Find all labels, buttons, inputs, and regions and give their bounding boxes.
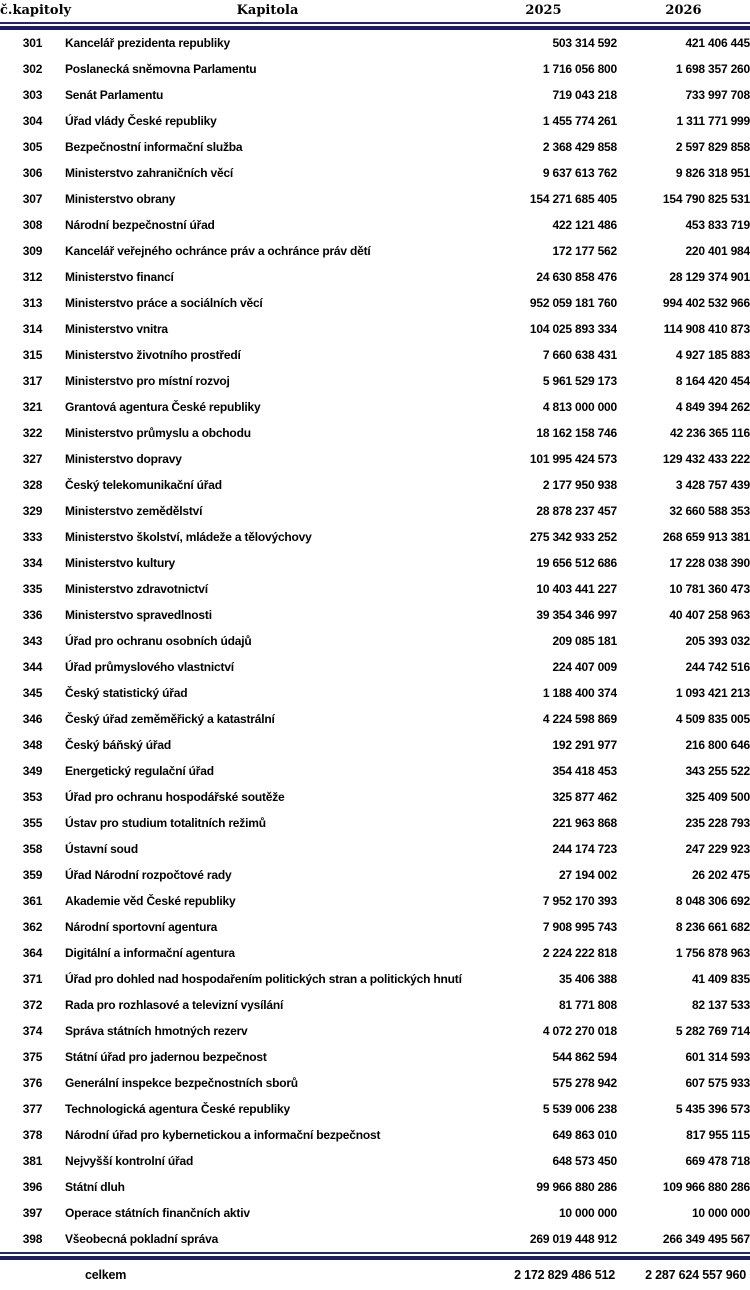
value-2026-cell: 453 833 719 [685, 218, 750, 232]
value-2025-cell: 27 194 002 [558, 868, 617, 882]
chapter-name-cell: Poslanecká sněmovna Parlamentu [65, 62, 257, 76]
table-row [0, 394, 750, 420]
value-2026-cell: 10 781 360 473 [669, 582, 750, 596]
value-2025-cell: 209 085 181 [552, 634, 617, 648]
table-row [0, 28, 750, 56]
chapter-number-cell: 302 [22, 62, 43, 76]
table-row [0, 108, 750, 134]
table-row [0, 56, 750, 82]
table-row [0, 1122, 750, 1148]
value-2026-cell: 669 478 718 [685, 1154, 750, 1168]
value-2026-cell: 343 255 522 [685, 764, 750, 778]
chapter-name-cell: Ministerstvo financí [65, 270, 174, 284]
value-2026-cell: 5 435 396 573 [675, 1102, 750, 1116]
chapter-name-cell: Ministerstvo zahraničních věcí [65, 166, 234, 180]
chapter-number-cell: 313 [22, 296, 43, 310]
table-row [0, 524, 750, 550]
value-2025-cell: 503 314 592 [552, 36, 617, 50]
value-2025-cell: 5 961 529 173 [542, 374, 617, 388]
value-2026-cell: 4 927 185 883 [675, 348, 750, 362]
value-2025-cell: 7 952 170 393 [542, 894, 617, 908]
chapter-name-cell: Úřad pro ochranu osobních údajů [65, 634, 252, 648]
chapter-number-cell: 317 [22, 374, 43, 388]
value-2026-cell: 10 000 000 [691, 1206, 750, 1220]
table-row [0, 134, 750, 160]
table-row [0, 836, 750, 862]
table-row [0, 628, 750, 654]
chapter-number-cell: 375 [22, 1050, 43, 1064]
value-2025-cell: 5 539 006 238 [542, 1102, 617, 1116]
table-row [0, 732, 750, 758]
value-2026-cell: 601 314 593 [685, 1050, 750, 1064]
table-row [0, 992, 750, 1018]
chapter-name-cell: Ministerstvo vnitra [65, 322, 168, 336]
table-row [0, 264, 750, 290]
table-row [0, 1070, 750, 1096]
chapter-name-cell: Úřad pro ochranu hospodářské soutěže [65, 790, 285, 804]
chapter-number-cell: 333 [22, 530, 43, 544]
value-2025-cell: 952 059 181 760 [529, 296, 617, 310]
chapter-name-cell: Český statistický úřad [65, 686, 188, 700]
table-row [0, 290, 750, 316]
chapter-name-cell: Státní dluh [65, 1180, 125, 1194]
chapter-number-cell: 312 [22, 270, 43, 284]
header-year-2025: 2025 [525, 3, 562, 18]
value-2026-cell: 32 660 588 353 [669, 504, 750, 518]
value-2026-cell: 4 849 394 262 [675, 400, 750, 414]
table-row [0, 316, 750, 342]
table-row [0, 342, 750, 368]
header-year-2026: 2026 [665, 3, 702, 18]
value-2025-cell: 2 177 950 938 [542, 478, 617, 492]
value-2026-cell: 2 597 829 858 [675, 140, 750, 154]
table-row [0, 914, 750, 940]
chapter-name-cell: Ministerstvo kultury [65, 556, 176, 570]
total-label: celkem [85, 1268, 127, 1282]
value-2026-cell: 42 236 365 116 [670, 426, 750, 440]
chapter-number-cell: 397 [22, 1206, 43, 1220]
value-2025-cell: 1 188 400 374 [542, 686, 617, 700]
chapter-name-cell: Technologická agentura České republiky [65, 1102, 290, 1116]
table-row [0, 576, 750, 602]
table-row [0, 368, 750, 394]
table-row [0, 1148, 750, 1174]
chapter-number-cell: 321 [22, 400, 43, 414]
chapter-name-cell: Energetický regulační úřad [65, 764, 214, 778]
value-2025-cell: 2 224 222 818 [542, 946, 617, 960]
chapter-name-cell: Senát Parlamentu [65, 88, 164, 102]
value-2025-cell: 19 656 512 686 [536, 556, 617, 570]
value-2025-cell: 648 573 450 [552, 1154, 617, 1168]
value-2025-cell: 18 162 158 746 [536, 426, 617, 440]
chapter-name-cell: Digitální a informační agentura [65, 946, 235, 960]
value-2025-cell: 1 716 056 800 [542, 62, 617, 76]
chapter-name-cell: Úřad pro dohled nad hospodařením politických stran a politických hnutí [65, 972, 462, 986]
value-2025-cell: 24 630 858 476 [536, 270, 617, 284]
chapter-number-cell: 305 [22, 140, 43, 154]
value-2025-cell: 224 407 009 [552, 660, 617, 674]
chapter-number-cell: 377 [22, 1102, 43, 1116]
table-row [0, 1096, 750, 1122]
chapter-number-cell: 328 [22, 478, 43, 492]
value-2026-cell: 247 229 923 [685, 842, 750, 856]
value-2026-cell: 325 409 500 [685, 790, 750, 804]
chapter-number-cell: 359 [22, 868, 43, 882]
chapter-name-cell: Akademie věd České republiky [65, 894, 236, 908]
chapter-number-cell: 336 [22, 608, 43, 622]
value-2026-cell: 817 955 115 [686, 1128, 750, 1142]
value-2025-cell: 275 342 933 252 [529, 530, 617, 544]
chapter-number-cell: 307 [22, 192, 43, 206]
chapter-name-cell: Ústavní soud [65, 842, 138, 856]
table-body [0, 28, 750, 1253]
chapter-number-cell: 346 [22, 712, 43, 726]
table-row [0, 212, 750, 238]
table-row [0, 784, 750, 810]
chapter-number-cell: 303 [22, 88, 43, 102]
value-2025-cell: 4 224 598 869 [542, 712, 617, 726]
value-2025-cell: 10 000 000 [558, 1206, 617, 1220]
header-chapter-number: č.kapitoly [0, 3, 72, 18]
chapter-name-cell: Ministerstvo zdravotnictví [65, 582, 208, 596]
table-row [0, 420, 750, 446]
chapter-name-cell: Státní úřad pro jadernou bezpečnost [65, 1050, 267, 1064]
chapter-name-cell: Český telekomunikační úřad [65, 478, 222, 492]
chapter-number-cell: 315 [22, 348, 43, 362]
chapter-name-cell: Ministerstvo dopravy [65, 452, 182, 466]
chapter-name-cell: Kancelář prezidenta republiky [65, 36, 230, 50]
chapter-number-cell: 306 [22, 166, 43, 180]
value-2026-cell: 3 428 757 439 [675, 478, 750, 492]
chapter-number-cell: 314 [22, 322, 43, 336]
chapter-name-cell: Úřad Národní rozpočtové rady [65, 868, 232, 882]
table-row [0, 1200, 750, 1226]
value-2026-cell: 109 966 880 286 [662, 1180, 750, 1194]
value-2026-cell: 205 393 032 [685, 634, 750, 648]
chapter-number-cell: 364 [22, 946, 43, 960]
chapter-name-cell: Národní bezpečnostní úřad [65, 218, 215, 232]
total-2025-value: 2 172 829 486 512 [514, 1268, 615, 1282]
chapter-name-cell: Rada pro rozhlasové a televizní vysílání [65, 998, 284, 1012]
chapter-name-cell: Úřad průmyslového vlastnictví [65, 660, 234, 674]
value-2026-cell: 26 202 475 [691, 868, 750, 882]
chapter-number-cell: 309 [22, 244, 43, 258]
value-2025-cell: 422 121 486 [552, 218, 617, 232]
value-2025-cell: 192 291 977 [552, 738, 617, 752]
chapter-name-cell: Nejvyšší kontrolní úřad [65, 1154, 194, 1168]
chapter-number-cell: 378 [22, 1128, 43, 1142]
chapter-number-cell: 396 [22, 1180, 43, 1194]
chapter-name-cell: Bezpečnostní informační služba [65, 140, 243, 154]
value-2025-cell: 28 878 237 457 [536, 504, 617, 518]
table-row [0, 1174, 750, 1200]
chapter-number-cell: 335 [22, 582, 43, 596]
chapter-name-cell: Úřad vlády České republiky [65, 114, 217, 128]
value-2026-cell: 129 432 433 222 [662, 452, 750, 466]
table-row [0, 810, 750, 836]
chapter-number-cell: 349 [22, 764, 43, 778]
table-row [0, 862, 750, 888]
chapter-name-cell: Ministerstvo zemědělství [65, 504, 203, 518]
value-2025-cell: 101 995 424 573 [529, 452, 617, 466]
value-2026-cell: 220 401 984 [685, 244, 750, 258]
chapter-number-cell: 371 [22, 972, 43, 986]
chapter-number-cell: 308 [22, 218, 43, 232]
value-2025-cell: 544 862 594 [552, 1050, 617, 1064]
value-2025-cell: 39 354 346 997 [536, 608, 617, 622]
value-2025-cell: 221 963 868 [552, 816, 617, 830]
table-row [0, 1044, 750, 1070]
chapter-name-cell: Český báňský úřad [65, 738, 171, 752]
chapter-name-cell: Ministerstvo životního prostředí [65, 348, 241, 362]
value-2025-cell: 99 966 880 286 [536, 1180, 617, 1194]
value-2025-cell: 354 418 453 [552, 764, 617, 778]
value-2026-cell: 17 228 038 390 [669, 556, 750, 570]
chapter-number-cell: 344 [22, 660, 43, 674]
value-2025-cell: 7 660 638 431 [542, 348, 617, 362]
chapter-number-cell: 361 [22, 894, 43, 908]
table-row [0, 602, 750, 628]
chapter-name-cell: Ministerstvo spravedlnosti [65, 608, 212, 622]
table-header [0, 0, 750, 28]
value-2026-cell: 41 409 835 [691, 972, 750, 986]
value-2025-cell: 9 637 613 762 [542, 166, 617, 180]
value-2025-cell: 81 771 808 [558, 998, 617, 1012]
chapter-name-cell: Ministerstvo obrany [65, 192, 176, 206]
value-2026-cell: 8 048 306 692 [675, 894, 750, 908]
value-2026-cell: 40 407 258 963 [669, 608, 750, 622]
value-2025-cell: 325 877 462 [552, 790, 617, 804]
value-2025-cell: 10 403 441 227 [536, 582, 617, 596]
chapter-number-cell: 343 [22, 634, 43, 648]
value-2026-cell: 9 826 318 951 [675, 166, 750, 180]
value-2026-cell: 1 311 771 999 [676, 114, 750, 128]
value-2026-cell: 82 137 533 [691, 998, 750, 1012]
value-2026-cell: 154 790 825 531 [662, 192, 750, 206]
value-2026-cell: 607 575 933 [685, 1076, 750, 1090]
value-2026-cell: 4 509 835 005 [675, 712, 750, 726]
chapter-number-cell: 304 [22, 114, 43, 128]
value-2025-cell: 104 025 893 334 [529, 322, 617, 336]
chapter-number-cell: 381 [22, 1154, 43, 1168]
value-2026-cell: 994 402 532 966 [662, 296, 750, 310]
value-2026-cell: 244 742 516 [685, 660, 750, 674]
table-row [0, 680, 750, 706]
value-2026-cell: 733 997 708 [685, 88, 750, 102]
total-empty-cell [0, 1258, 65, 1290]
chapter-name-cell: Všeobecná pokladní správa [65, 1232, 219, 1246]
table-row [0, 758, 750, 784]
header-chapter-name: Kapitola [236, 3, 299, 18]
chapter-number-cell: 329 [22, 504, 43, 518]
table-row [0, 654, 750, 680]
chapter-number-cell: 353 [22, 790, 43, 804]
table-footer [0, 1253, 750, 1290]
value-2026-cell: 8 164 420 454 [675, 374, 750, 388]
table-row [0, 498, 750, 524]
chapter-number-cell: 301 [22, 36, 43, 50]
value-2025-cell: 269 019 448 912 [529, 1232, 617, 1246]
value-2025-cell: 1 455 774 261 [542, 114, 617, 128]
value-2026-cell: 28 129 374 901 [669, 270, 750, 284]
chapter-number-cell: 372 [22, 998, 43, 1012]
value-2025-cell: 4 813 000 000 [542, 400, 617, 414]
chapter-name-cell: Národní úřad pro kybernetickou a informační bezpečnost [65, 1128, 381, 1142]
value-2026-cell: 268 659 913 381 [662, 530, 750, 544]
table-row [0, 238, 750, 264]
value-2025-cell: 2 368 429 858 [542, 140, 617, 154]
value-2026-cell: 1 698 357 260 [675, 62, 750, 76]
table-row [0, 888, 750, 914]
value-2025-cell: 7 908 995 743 [542, 920, 617, 934]
table-row [0, 966, 750, 992]
value-2026-cell: 8 236 661 682 [675, 920, 750, 934]
value-2025-cell: 172 177 562 [552, 244, 617, 258]
chapter-number-cell: 376 [22, 1076, 43, 1090]
value-2026-cell: 1 093 421 213 [675, 686, 750, 700]
chapter-name-cell: Správa státních hmotných rezerv [65, 1024, 248, 1038]
chapter-name-cell: Ústav pro studium totalitních režimů [65, 816, 266, 830]
value-2025-cell: 4 072 270 018 [542, 1024, 617, 1038]
chapter-name-cell: Ministerstvo průmyslu a obchodu [65, 426, 251, 440]
table-row [0, 706, 750, 732]
chapter-number-cell: 355 [22, 816, 43, 830]
total-2026-value: 2 287 624 557 960 [645, 1268, 746, 1282]
table-row [0, 82, 750, 108]
value-2026-cell: 1 756 878 963 [675, 946, 750, 960]
value-2026-cell: 421 406 445 [685, 36, 750, 50]
value-2026-cell: 5 282 769 714 [675, 1024, 750, 1038]
chapter-number-cell: 362 [22, 920, 43, 934]
chapter-name-cell: Český úřad zeměměřický a katastrální [65, 712, 275, 726]
value-2025-cell: 35 406 388 [558, 972, 617, 986]
value-2026-cell: 235 228 793 [685, 816, 750, 830]
chapter-name-cell: Kancelář veřejného ochránce práv a ochránce práv dětí [65, 244, 371, 258]
value-2025-cell: 154 271 685 405 [529, 192, 617, 206]
chapter-number-cell: 398 [22, 1232, 43, 1246]
chapter-number-cell: 358 [22, 842, 43, 856]
chapter-number-cell: 334 [22, 556, 43, 570]
total-row [0, 1258, 750, 1290]
table-row [0, 550, 750, 576]
table-row [0, 940, 750, 966]
value-2026-cell: 266 349 495 567 [662, 1232, 750, 1246]
chapter-name-cell: Operace státních finančních aktiv [65, 1206, 250, 1220]
chapter-name-cell: Národní sportovní agentura [65, 920, 218, 934]
table-row [0, 160, 750, 186]
value-2025-cell: 649 863 010 [552, 1128, 617, 1142]
table-row [0, 472, 750, 498]
chapter-number-cell: 374 [22, 1024, 43, 1038]
value-2026-cell: 114 908 410 873 [663, 322, 750, 336]
chapter-name-cell: Ministerstvo pro místní rozvoj [65, 374, 230, 388]
chapter-number-cell: 345 [22, 686, 43, 700]
table-row [0, 1226, 750, 1253]
chapter-name-cell: Grantová agentura České republiky [65, 400, 261, 414]
value-2026-cell: 216 800 646 [685, 738, 750, 752]
chapter-number-cell: 322 [22, 426, 43, 440]
value-2025-cell: 719 043 218 [552, 88, 617, 102]
table-row [0, 446, 750, 472]
chapter-name-cell: Generální inspekce bezpečnostních sborů [65, 1076, 298, 1090]
table-row [0, 186, 750, 212]
chapter-name-cell: Ministerstvo školství, mládeže a tělovýchovy [65, 530, 312, 544]
table-row [0, 1018, 750, 1044]
chapter-number-cell: 348 [22, 738, 43, 752]
chapter-number-cell: 327 [22, 452, 43, 466]
value-2025-cell: 244 174 723 [552, 842, 617, 856]
value-2025-cell: 575 278 942 [552, 1076, 617, 1090]
chapter-name-cell: Ministerstvo práce a sociálních věcí [65, 296, 263, 310]
